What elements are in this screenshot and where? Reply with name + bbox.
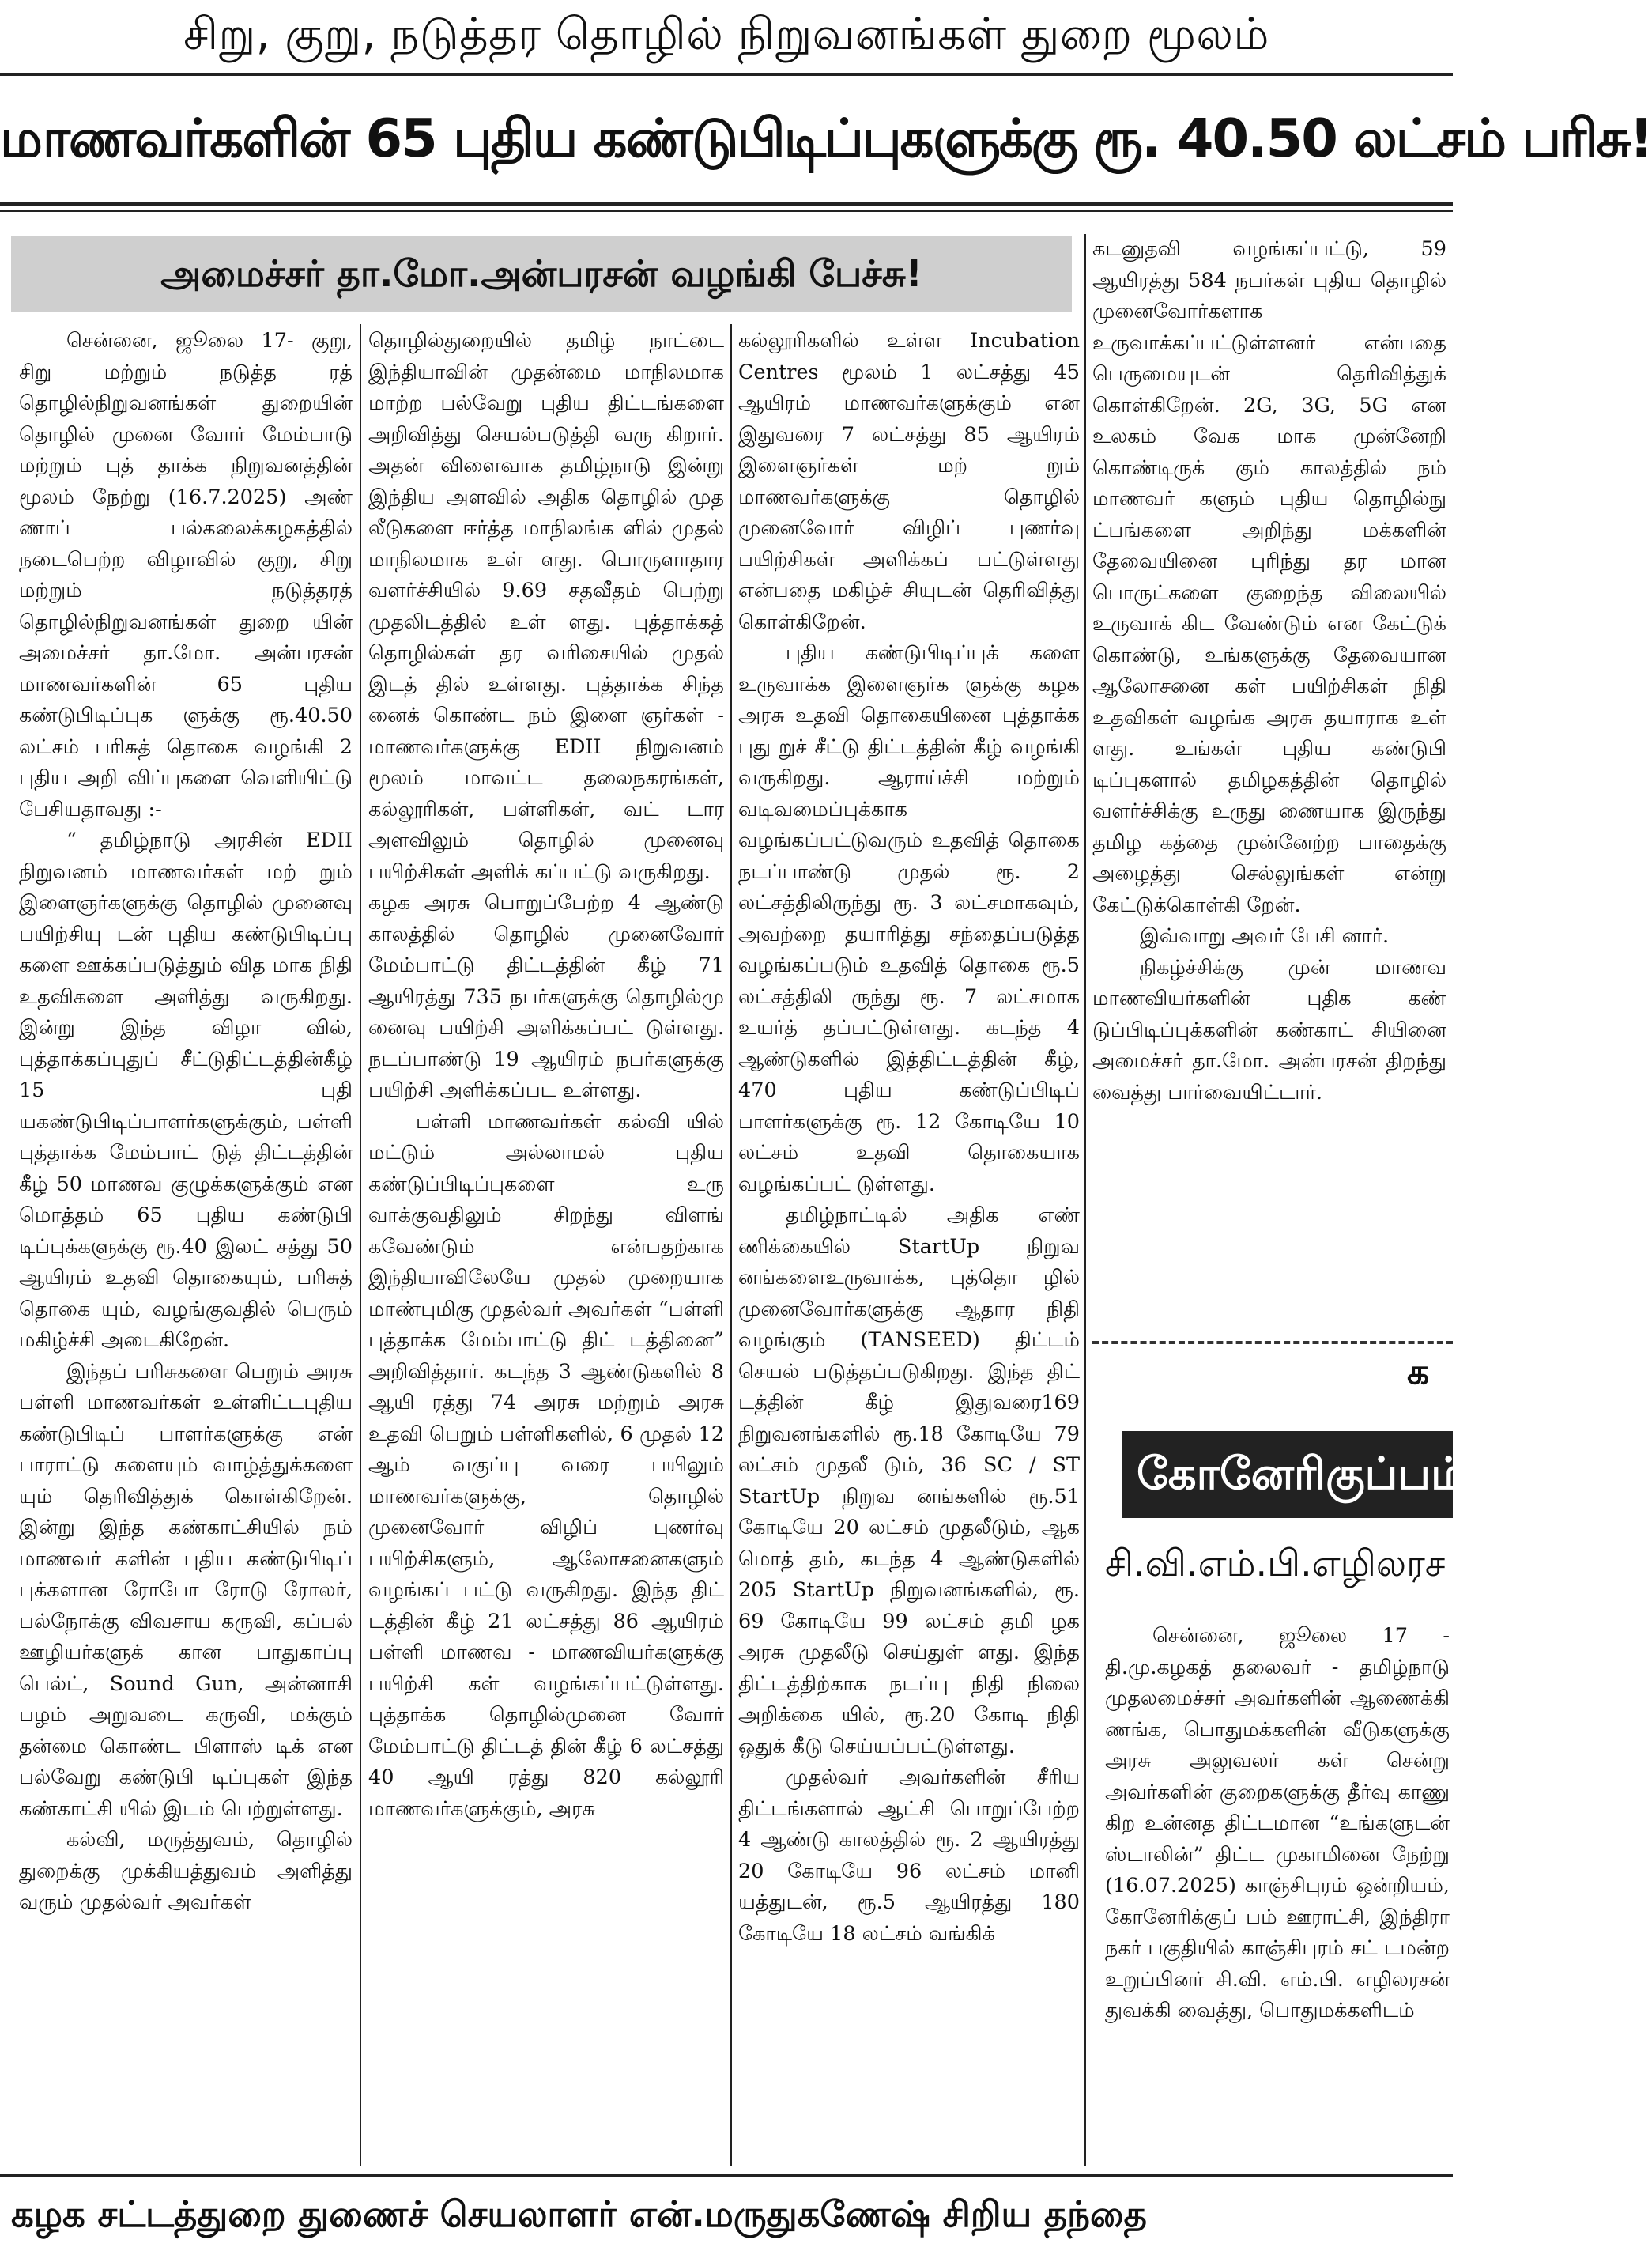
paragraph: கல்லூரிகளில் உள்ள Incubation Centres மூலம் 1 லட்சத்து 45 ஆயிரம் மாணவர்களுக்கும் என இதுவரை 7 லட்சத்து 85 ஆயிரம் இளைஞர்கள் மற் றும் மாணவர்களுக்கு தொழில் முனைவோர் விழிப் புணர்வு பயிற்சிகள் அளிக்கப் பட்டுள்ளது என்பதை மகிழ்ச் சியுடன் தெரிவித்து கொள்கிறேன். bbox=[738, 329, 1080, 634]
article-column-1 bbox=[19, 326, 353, 2157]
footer-headline: கழக சட்டத்துறை துணைச் செயலாளர் என்.மருதுகணேஷ் சிறிய தந்தை bbox=[11, 2193, 1147, 2235]
article-column-2 bbox=[368, 326, 724, 2157]
paragraph: தமிழ்நாட்டில் அதிக எண் ணிக்கையில் StartUp நிறுவ னங்களைஉருவாக்க, புத்தொ ழில் முனைவோர்களுக்கு ஆதார நிதி வழங்கும் (TANSEED) திட்டம் செயல் படுத்தப்படுகிறது. இந்த திட் டத்தின் கீழ் இதுவரை169 நிறுவனங்களில் ரூ.18 கோடியே 79 லட்சம் முதலீ டும், 36 SC / ST StartUp நிறுவ னங்களில் ரூ.51 கோடியே 20 லட்சம் முதலீடும், ஆக மொத் தம், கடந்த 4 ஆண்டுகளில் 205 StartUp நிறுவனங்களில், ரூ. 69 கோடியே 99 லட்சம் தமி ழக அரசு முதலீடு செய்துள் ளது. இந்த திட்டத்திற்காக நடப்பு நிதி நிலை அறிக்கை யில், ரூ.20 கோடி நிதி ஒதுக் கீடு செய்யப்பட்டுள்ளது. bbox=[738, 1203, 1080, 1758]
paragraph: “ தமிழ்நாடு அரசின் EDII நிறுவனம் மாணவர்கள் மற் றும் இளைஞர்களுக்கு தொழில் முனைவு பயிற்சியு டன் புதிய கண்டுபிடிப்பு களை ஊக்கப்படுத்தும் வித மாக நிதி உதவிகளை அளித்து வருகிறது. இன்று இந்த விழா வில், புத்தாக்கப்புதுப் சீட்டுதிட்டத்தின்கீழ் 15 புதி யகண்டுபிடிப்பாளர்களுக்கும், பள்ளி புத்தாக்க மேம்பாட் டுத் திட்டத்தின் கீழ் 50 மாணவ குழுக்களுக்கும் என மொத்தம் 65 புதிய கண்டுபி டிப்புக்களுக்கு ரூ.40 இலட் சத்து 50 ஆயிரம் உதவி தொகையும், பரிசுத் தொகை யும், வழங்குவதில் பெரும் மகிழ்ச்சி அடைகிறேன். bbox=[19, 829, 353, 1352]
column-divider-3 bbox=[1084, 234, 1086, 2166]
kicker-line: சிறு, குறு, நடுத்தர தொழில் நிறுவனங்கள் துறை மூலம் bbox=[183, 9, 1269, 60]
side-story-body bbox=[1105, 1621, 1450, 2174]
article-column-4 bbox=[1092, 234, 1446, 1331]
paragraph: இந்தப் பரிசுகளை பெறும் அரசு பள்ளி மாணவர்கள் உள்ளிட்டபுதிய கண்டுபிடிப் பாளர்களுக்கு என் பாராட்டு களையும் வாழ்த்துக்களை யும் தெரிவித்துக் கொள்கிறேன். இன்று இந்த கண்காட்சியில் நம் மாணவர் களின் புதிய கண்டுபிடிப் புக்களான ரோபோ ரோடு ரோலர், பல்நோக்கு விவசாய கருவி, கப்பல் ஊழியர்களுக் கான பாதுகாப்பு பெல்ட், Sound Gun, அன்னாசி பழம் அறுவடை கருவி, மக்கும் தன்மை கொண்ட பிளாஸ் டிக் என பல்வேறு கண்டுபி டிப்புகள் இந்த கண்காட்சி யில் இடம் பெற்றுள்ளது. bbox=[19, 1359, 353, 1821]
side-story-dashed-border bbox=[1092, 1341, 1453, 1344]
article-column-3 bbox=[738, 326, 1080, 2157]
paragraph: கடனுதவி வழங்கப்பட்டு, 59 ஆயிரத்து 584 நபர்கள் புதிய தொழில் முனைவோர்களாக உருவாக்கப்பட்டுள்ளனர் என்பதை பெருமையுடன் தெரிவித்துக் கொள்கிறேன். 2G, 3G, 5G என உலகம் வேக மாக முன்னேறி கொண்டிருக் கும் காலத்தில் நம் மாணவர் களும் புதிய தொழில்நு ட்பங்களை அறிந்து மக்களின் தேவையினை புரிந்து தர மான பொருட்களை குறைந்த விலையில் உருவாக் கிட வேண்டும் என கேட்டுக் கொண்டு, உங்களுக்கு தேவையான ஆலோசனை கள் பயிற்சிகள் நிதி உதவிகள் வழங்க அரசு தயாராக உள் ளது. உங்கள் புதிய கண்டுபி டிப்புகளால் தமிழகத்தின் தொழில் வளர்ச்சிக்கு உருது ணையாக இருந்து தமிழ கத்தை முன்னேற்ற பாதைக்கு அழைத்து செல்லுங்கள் என்று கேட்டுக்கொள்கி றேன். bbox=[1092, 237, 1446, 917]
column-divider-1 bbox=[360, 324, 361, 2166]
paragraph: சென்னை, ஜூலை 17 - தி.மு.கழகத் தலைவர் - தமிழ்நாடு முதலமைச்சர் அவர்களின் ஆணைக்கி ணங்க, பொதுமக்களின் வீடுகளுக்கு அரசு அலுவலர் கள் சென்று அவர்களின் குறைகளுக்கு தீர்வு காணு கிற உன்னத திட்டமான “உங்களுடன் ஸ்டாலின்” திட்ட முகாமினை நேற்று (16.07.2025) காஞ்சிபுரம் ஒன்றியம், கோனேரிக்குப் பம் ஊராட்சி, இந்திரா நகர் பகுதியில் காஞ்சிபுரம் சட் டமன்ற உறுப்பினர் சி.வி. எம்.பி. எழிலரசன் துவக்கி வைத்து, பொதுமக்களிடம் bbox=[1105, 1624, 1450, 2022]
paragraph: புதிய கண்டுபிடிப்புக் களை உருவாக்க இளைஞர்க ளுக்கு கழக அரசு உதவி தொகையினை புத்தாக்க புது றுச் சீட்டு திட்டத்தின் கீழ் வழங்கி வருகிறது. ஆராய்ச்சி மற்றும் வடிவமைப்புக்காக வழங்கப்பட்டுவரும் உதவித் தொகை நடப்பாண்டு முதல் ரூ. 2 லட்சத்திலிருந்து ரூ. 3 லட்சமாகவும், அவற்றை தயாரித்து சந்தைப்படுத்த வழங்கப்படும் உதவித் தொகை ரூ.5 லட்சத்திலி ருந்து ரூ. 7 லட்சமாக உயர்த் தப்பட்டுள்ளது. கடந்த 4 ஆண்டுகளில் இத்திட்டத்தின் கீழ், 470 புதிய கண்டுப்பிடிப் பாளர்களுக்கு ரூ. 12 கோடியே 10 லட்சம் உதவி தொகையாக வழங்கப்பட் டுள்ளது. bbox=[738, 641, 1080, 1196]
paragraph: கல்வி, மருத்துவம், தொழில் துறைக்கு முக்கியத்துவம் அளித்து வரும் முதல்வர் அவர்கள் bbox=[19, 1828, 353, 1914]
paragraph: தொழில்துறையில் தமிழ் நாட்டை இந்தியாவின் முதன்மை மாநிலமாக மாற்ற பல்வேறு புதிய திட்டங்களை அறிவித்து செயல்படுத்தி வரு கிறார். அதன் விளைவாக தமிழ்நாடு இன்று இந்திய அளவில் அதிக தொழில் முத லீடுகளை ஈர்த்த மாநிலங்க ளில் முதல் மாநிலமாக உள் ளது. பொருளாதார வளர்ச்சியில் 9.69 சதவீதம் பெற்று முதலிடத்தில் உள் ளது. புத்தாக்கத் தொழில்கள் தர வரிசையில் முதல் இடத் தில் உள்ளது. புத்தாக்க சிந்த னைக் கொண்ட நம் இளை ஞர்கள் - மாணவர்களுக்கு EDII நிறுவனம் மூலம் மாவட்ட தலைநகரங்கள், கல்லூரிகள், பள்ளிகள், வட் டார அளவிலும் தொழில் முனைவு பயிற்சிகள் அளிக் கப்பட்டு வருகிறது. bbox=[368, 329, 724, 884]
headline-rule bbox=[0, 202, 1453, 206]
paragraph: சென்னை, ஜூலை 17- குறு, சிறு மற்றும் நடுத்த ரத் தொழில்நிறுவனங்கள் துறையின் தொழில் முனை வோர் மேம்பாடு மற்றும் புத் தாக்க நிறுவனத்தின் மூலம் நேற்று (16.7.2025) அண் ணாப் பல்கலைக்கழகத்தில் நடைபெற்ற விழாவில் குறு, சிறு மற்றும் நடுத்தரத் தொழில்நிறுவனங்கள் துறை யின் அமைச்சர் தா.மோ. அன்பரசன் மாணவர்களின் 65 புதிய கண்டுபிடிப்புக ளுக்கு ரூ.40.50 லட்சம் பரிசுத் தொகை வழங்கி 2 புதிய அறி விப்புகளை வெளியிட்டு பேசியதாவது :- bbox=[19, 329, 353, 821]
paragraph: இவ்வாறு அவர் பேசி னார். bbox=[1140, 924, 1390, 948]
paragraph: முதல்வர் அவர்களின் சீரிய திட்டங்களால் ஆட்சி பொறுப்பேற்ற 4 ஆண்டு காலத்தில் ரூ. 2 ஆயிரத்து 20 கோடியே 96 லட்சம் மானி யத்துடன், ரூ.5 ஆயிரத்து 180 கோடியே 18 லட்சம் வங்கிக் bbox=[738, 1766, 1080, 1946]
subheadline: அமைச்சர் தா.மோ.அன்பரசன் வழங்கி பேச்சு! bbox=[160, 252, 922, 295]
side-story-kicker: க bbox=[1407, 1352, 1430, 1392]
side-story-subtitle: சி.வி.எம்.பி.எழிலரச bbox=[1105, 1542, 1446, 1584]
headline: மாணவர்களின் 65 புதிய கண்டுபிடிப்புகளுக்கு ரூ. 40.50 லட்சம் பரிசு! bbox=[0, 108, 1652, 169]
paragraph: பள்ளி மாணவர்கள் கல்வி யில் மட்டும் அல்லாமல் புதிய கண்டுப்பிடிப்புகளை உரு வாக்குவதிலும் சிறந்து விளங் கவேண்டும் என்பதற்காக இந்தியாவிலேயே முதல் முறையாக மாண்புமிகு முதல்வர் அவர்கள் “பள்ளி புத்தாக்க மேம்பாட்டு திட் டத்தினை” அறிவித்தார். கடந்த 3 ஆண்டுகளில் 8 ஆயி ரத்து 74 அரசு மற்றும் அரசு உதவி பெறும் பள்ளிகளில், 6 முதல் 12 ஆம் வகுப்பு வரை பயிலும் மாணவர்களுக்கு, தொழில் முனைவோர் விழிப் புணர்வு பயிற்சிகளும், ஆலோசனைகளும் வழங்கப் பட்டு வருகிறது. இந்த திட் டத்தின் கீழ் 21 லட்சத்து 86 ஆயிரம் பள்ளி மாணவ - மாணவியர்களுக்கு பயிற்சி கள் வழங்கப்பட்டுள்ளது. புத்தாக்க தொழில்முனை வோர் மேம்பாட்டு திட்டத் தின் கீழ் 6 லட்சத்து 40 ஆயி ரத்து 820 கல்லூரி மாணவர்களுக்கும், அரசு bbox=[368, 1109, 724, 1821]
paragraph: கழக அரசு பொறுப்பேற்ற 4 ஆண்டு காலத்தில் தொழில் முனைவோர் மேம்பாட்டு திட்டத்தின் கீழ் 71 ஆயிரத்து 735 நபர்களுக்கு தொழில்மு னைவு பயிற்சி அளிக்கப்பட் டுள்ளது. நடப்பாண்டு 19 ஆயிரம் நபர்களுக்கு பயிற்சி அளிக்கப்பட உள்ளது. bbox=[368, 891, 724, 1102]
side-story-title: கோனேரிகுப்பம் கிரா bbox=[1122, 1431, 1453, 1518]
footer-rule bbox=[0, 2174, 1453, 2177]
top-rule bbox=[0, 73, 1453, 76]
paragraph: நிகழ்ச்சிக்கு முன் மாணவ மாணவியர்களின் புதிக கண் டுப்பிடிப்புக்களின் கண்காட் சியினை அமைச்சர் தா.மோ. அன்பரசன் திறந்து வைத்து பார்வையிட்டார். bbox=[1092, 955, 1446, 1105]
headline-rule-thin bbox=[0, 210, 1453, 212]
column-divider-2 bbox=[730, 324, 732, 2166]
